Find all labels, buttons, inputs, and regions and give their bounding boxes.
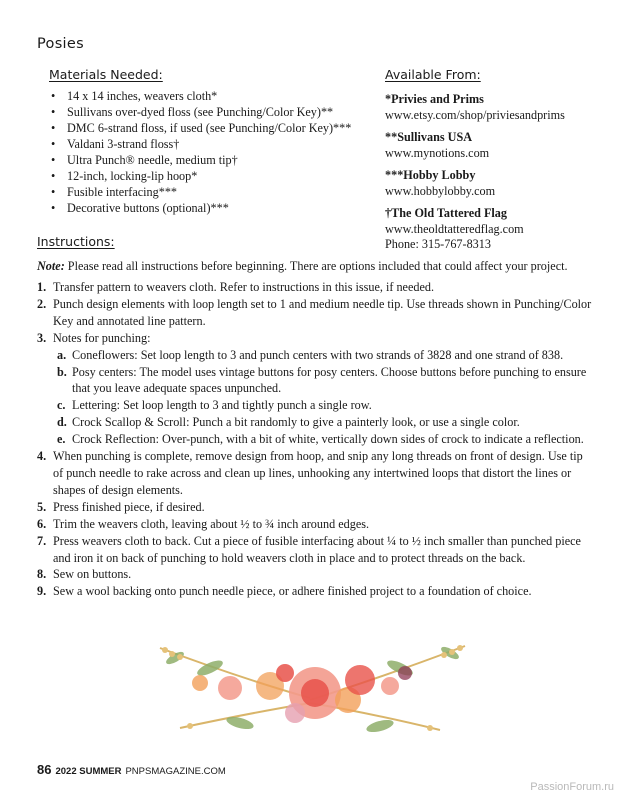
sub-step-text: Coneflowers: Set loop length to 3 and punch centers with two strands of 3828 and one strand of 838. (72, 347, 564, 362)
step-number: 6. (37, 516, 47, 531)
step-number: 4. (37, 449, 47, 464)
vendor-entry (385, 92, 610, 123)
material-item: • 12-inch, locking-lip hoop* (49, 168, 369, 184)
available-from-section (385, 67, 610, 253)
step-text: Sew a wool backing onto punch needle piece, or adhere finished project to a foundation of choice. (53, 584, 532, 599)
vendor-detail: Phone: 315-767-8313 (385, 237, 491, 251)
vendor-detail: www.theoldtatteredflag.com (385, 221, 524, 236)
step-number: 2. (37, 296, 47, 311)
instruction-step (37, 448, 592, 499)
material-item: • DMC 6-strand floss, if used (see Punching/Color Key)*** (49, 120, 369, 136)
vendor-name: ***Hobby Lobby (385, 168, 476, 182)
material-item: • Fusible interfacing*** (49, 184, 369, 200)
vendor-list (385, 92, 610, 253)
instruction-step (37, 566, 592, 583)
available-heading: Available From: (385, 67, 481, 82)
step-text: Press weavers cloth to back. Cut a piece of fusible interfacing about ¼ to ½ inch smaller than punched piece and iron it on back of punching to hold weavers cloth in place and to protect threads on the back. (53, 533, 581, 565)
step-text: Transfer pattern to weavers cloth. Refer to instructions in this issue, if needed. (53, 280, 434, 294)
instructions-heading: Instructions: (37, 234, 115, 249)
sub-step (53, 347, 592, 364)
page-number: 86 (37, 762, 52, 777)
materials-heading: Materials Needed: (49, 67, 163, 82)
step-number: 9. (37, 584, 47, 599)
step-text: Press finished piece, if desired. (53, 499, 205, 514)
sub-step-text: Crock Scallop & Scroll: Punch a bit randomly to give a painterly look, or use a single color. (72, 415, 520, 430)
vendor-name: **Sullivans USA (385, 130, 473, 144)
note-paragraph (37, 258, 592, 274)
magazine-site: PNPSMAGAZINE.COM (125, 766, 226, 777)
step-text: Sew on buttons. (53, 567, 132, 582)
vendor-detail: www.etsy.com/shop/priviesandprims (385, 107, 565, 122)
sub-step-letter: c. (57, 398, 66, 413)
steps-list (37, 279, 592, 600)
sub-step (53, 431, 592, 448)
sub-step-letter: d. (57, 415, 67, 430)
material-item: • Decorative buttons (optional)*** (49, 200, 369, 216)
step-number: 7. (37, 533, 47, 548)
step-text: Punch design elements with loop length set to 1 and medium needle tip. Use threads shown in Punching/Color Key and annotated line pattern. (53, 296, 592, 328)
step-number: 5. (37, 499, 47, 514)
instruction-step (37, 279, 592, 296)
vendor-entry (385, 130, 610, 161)
instruction-step (37, 499, 592, 516)
step-number: 1. (37, 280, 47, 294)
materials-list (49, 88, 369, 216)
note-label: Note: (37, 259, 65, 273)
floral-illustration (120, 628, 500, 748)
sub-step (53, 364, 592, 398)
vendor-detail: www.hobbylobby.com (385, 183, 496, 198)
sub-step-text: Lettering: Set loop length to 3 and tightly punch a single row. (72, 398, 372, 413)
instruction-step (37, 296, 592, 330)
material-item: • Sullivans over-dyed floss (see Punching/Color Key)** (49, 104, 369, 120)
sub-step-text: Posy centers: The model uses vintage buttons for posy centers. Choose buttons before punching to ensure that you leave adequate spaces unpunched. (72, 364, 587, 396)
step-text: Trim the weavers cloth, leaving about ½ to ¾ inch around edges. (53, 516, 370, 531)
instruction-step (37, 533, 592, 567)
step-text: Notes for punching: (53, 330, 151, 345)
instruction-step (37, 583, 592, 600)
materials-section (49, 67, 369, 216)
vendor-name: †The Old Tattered Flag (385, 206, 507, 220)
issue-label: 2022 SUMMER (55, 766, 122, 777)
material-item: • Ultra Punch® needle, medium tip† (49, 152, 369, 168)
sub-steps (53, 347, 592, 448)
material-item: • 14 x 14 inches, weavers cloth* (49, 88, 369, 104)
page-footer (37, 762, 226, 777)
vendor-detail: www.mynotions.com (385, 145, 490, 160)
instruction-step (37, 330, 592, 448)
vendor-entry (385, 168, 610, 199)
step-number: 8. (37, 567, 47, 582)
note-text: Please read all instructions before beginning. There are options included that could affect your project. (64, 259, 568, 273)
watermark: PassionForum.ru (530, 781, 614, 793)
instructions-section (37, 234, 592, 600)
step-text: When punching is complete, remove design from hoop, and snip any long threads on front of design. Use tip of punch needle to rake across and clean up lines, unhooking any intertwined loops that distort the lines or shapes of design elements. (53, 449, 583, 497)
sub-step-letter: a. (57, 347, 67, 362)
material-item: • Valdani 3-strand floss† (49, 136, 369, 152)
page-title: Posies (37, 36, 84, 52)
sub-step-letter: b. (57, 364, 67, 379)
flowers (192, 664, 412, 723)
sub-step-text: Crock Reflection: Over-punch, with a bit of white, vertically down sides of crock to indicate a reflection. (72, 432, 584, 447)
instruction-step (37, 516, 592, 533)
sub-step-letter: e. (57, 432, 66, 447)
vendor-name: *Privies and Prims (385, 92, 484, 106)
sub-step (53, 414, 592, 431)
sub-step (53, 397, 592, 414)
step-number: 3. (37, 330, 47, 345)
